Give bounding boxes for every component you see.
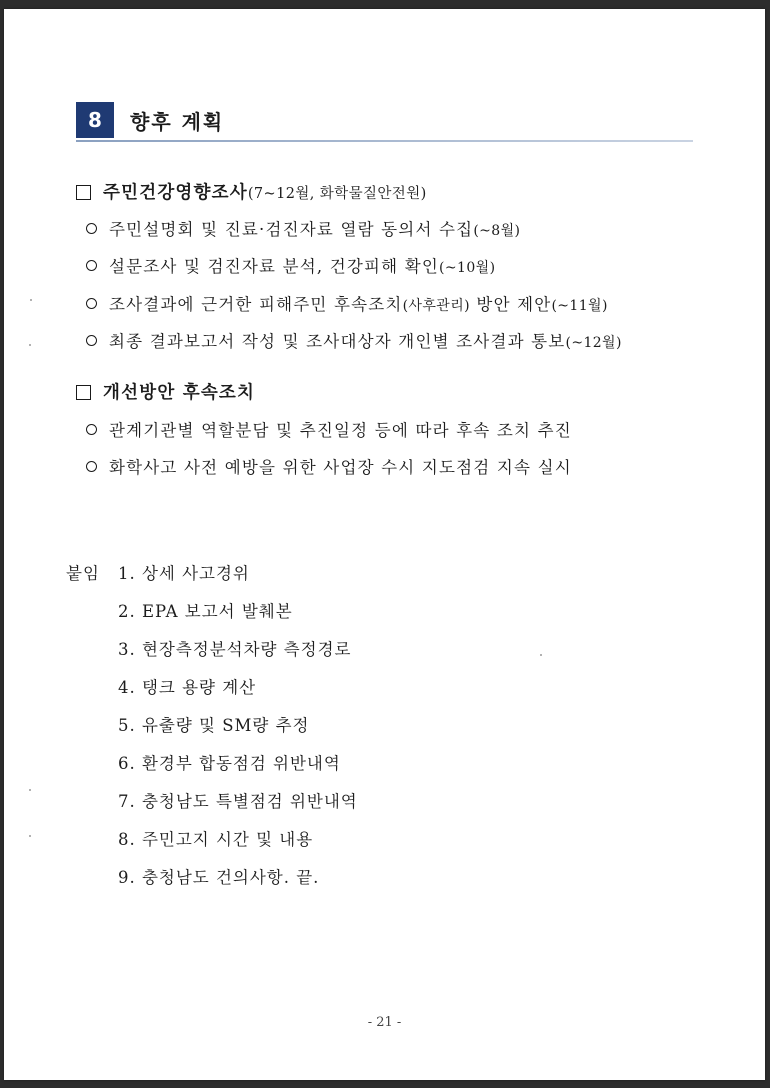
attachments-label: 붙임 [66,564,100,583]
list-item [86,253,495,277]
circle-bullet-icon [86,461,97,472]
attachment-item: 2. EPA 보고서 발췌본 [118,602,293,621]
list-item-text: 최종 결과보고서 작성 및 조사대상자 개인별 조사결과 통보 [109,332,566,351]
attachment-item: 8. 주민고지 시간 및 내용 [118,830,314,849]
list-item-text: 설문조사 및 검진자료 분석, 건강피해 확인 [109,257,440,276]
list-item-period: (~12월) [565,335,622,351]
list-item-text: 화학사고 사전 예방을 위한 사업장 수시 지도점검 지속 실시 [109,458,572,477]
attachment-item: 9. 충청남도 건의사항. 끝. [118,868,320,887]
list-item-text-continued: 방안 제안 [469,295,552,314]
scan-speck [29,835,31,837]
list-item-period: (~10월) [439,260,496,276]
circle-bullet-icon [86,335,97,346]
block-heading-health-survey [76,179,427,204]
attachment-item: 1. 상세 사고경위 [118,564,250,583]
page-number: - 21 - [367,1015,402,1030]
circle-bullet-icon [86,223,97,234]
square-bullet-icon [76,185,91,200]
attachment-item: 6. 환경부 합동점검 위반내역 [118,754,341,773]
section-title: 향후 계획 [130,109,225,134]
section-header-rule [76,140,693,142]
scan-speck [29,789,31,791]
list-item [86,417,572,441]
list-item [86,328,622,352]
square-bullet-icon [76,385,91,400]
circle-bullet-icon [86,260,97,271]
document-page [4,9,765,1080]
section-header [76,99,224,141]
circle-bullet-icon [86,298,97,309]
list-item [86,291,608,315]
block-heading-text: 주민건강영향조사 [103,183,248,203]
scan-speck [30,299,32,301]
list-item-period: (~8월) [473,223,521,239]
attachment-item: 5. 유출량 및 SM량 추정 [118,716,310,735]
attachment-item: 4. 탱크 용량 계산 [118,678,257,697]
scan-speck [29,344,31,346]
list-item-text: 주민설명회 및 진료·검진자료 열람 동의서 수집 [109,220,474,239]
block-heading-text: 개선방안 후속조치 [103,383,256,403]
list-item [86,454,572,478]
section-number-badge: 8 [76,102,114,138]
list-item-text: 조사결과에 근거한 피해주민 후속조치 [109,295,403,314]
scan-speck [540,654,542,656]
attachment-item: 7. 충청남도 특별점검 위반내역 [118,792,358,811]
block-heading-paren: (7~12월, 화학물질안전원) [247,186,427,202]
attachment-item: 3. 현장측정분석차량 측정경로 [118,640,352,659]
list-item-period: (~11월) [551,298,608,314]
list-item-text: 관계기관별 역할분담 및 추진일정 등에 따라 후속 조치 추진 [109,421,572,440]
list-item-note: (사후관리) [402,298,470,314]
block-heading-follow-up [76,379,255,404]
circle-bullet-icon [86,424,97,435]
list-item [86,216,520,240]
